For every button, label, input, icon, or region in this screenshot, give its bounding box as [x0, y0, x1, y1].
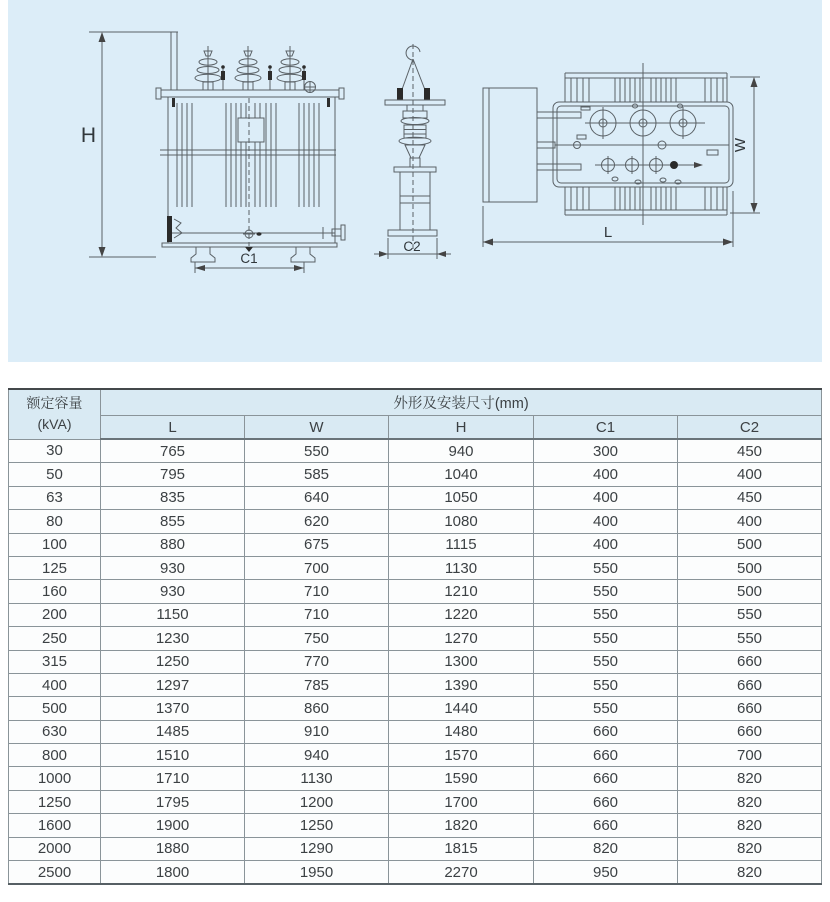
table-cell: 1820 [389, 814, 534, 837]
table-cell: 855 [101, 510, 245, 533]
table-cell: 675 [245, 533, 389, 556]
table-row [9, 673, 822, 696]
table-row [9, 767, 822, 790]
radiator-block [483, 88, 537, 202]
table-cell: 660 [534, 720, 678, 743]
l-dimension-label: L [603, 224, 613, 241]
front-view-drawing [89, 32, 345, 273]
table-cell: 100 [9, 533, 101, 556]
col-header-c2: C2 [678, 416, 822, 440]
top-view-drawing [483, 63, 760, 247]
table-cell: 400 [678, 463, 822, 486]
table-row [9, 814, 822, 837]
table-cell: 400 [534, 533, 678, 556]
table-cell: 1950 [245, 861, 389, 885]
table-cell: 1150 [101, 603, 245, 626]
lv-terminal-rods [221, 65, 306, 90]
table-cell: 1370 [101, 697, 245, 720]
table-cell: 930 [101, 556, 245, 579]
table-cell: 1290 [245, 837, 389, 860]
table-cell: 2270 [389, 861, 534, 885]
table-cell: 300 [534, 439, 678, 463]
table-cell: 880 [101, 533, 245, 556]
table-cell: 940 [389, 439, 534, 463]
c2-dimension-label: C2 [403, 239, 421, 254]
table-cell: 1880 [101, 837, 245, 860]
table-cell: 1600 [9, 814, 101, 837]
table-row [9, 627, 822, 650]
table-cell: 1250 [101, 650, 245, 673]
top-fin-band [565, 73, 727, 102]
table-cell: 1297 [101, 673, 245, 696]
col-header-w: W [245, 416, 389, 440]
table-cell: 2000 [9, 837, 101, 860]
table-row [9, 650, 822, 673]
table-cell: 1080 [389, 510, 534, 533]
table-cell: 910 [245, 720, 389, 743]
table-cell: 630 [9, 720, 101, 743]
table-cell: 550 [678, 627, 822, 650]
table-cell: 660 [678, 673, 822, 696]
table-cell: 585 [245, 463, 389, 486]
bottom-fin-band [565, 187, 727, 215]
table-cell: 550 [534, 627, 678, 650]
table-cell: 750 [245, 627, 389, 650]
table-cell: 500 [678, 556, 822, 579]
table-row [9, 861, 822, 885]
table-row [9, 790, 822, 813]
table-cell: 795 [101, 463, 245, 486]
table-cell: 500 [678, 580, 822, 603]
table-cell: 820 [678, 767, 822, 790]
table-cell: 400 [534, 486, 678, 509]
table-cell: 820 [678, 814, 822, 837]
table-cell: 250 [9, 627, 101, 650]
transformer-drawings-panel [8, 0, 822, 362]
table-cell: 1115 [389, 533, 534, 556]
col-header-c1: C1 [534, 416, 678, 440]
table-cell: 700 [678, 744, 822, 767]
table-cell: 1270 [389, 627, 534, 650]
table-cell: 450 [678, 439, 822, 463]
table-cell: 820 [534, 837, 678, 860]
table-cell: 940 [245, 744, 389, 767]
table-row [9, 744, 822, 767]
table-cell: 500 [9, 697, 101, 720]
table-cell: 1570 [389, 744, 534, 767]
table-cell: 500 [678, 533, 822, 556]
table-cell: 820 [678, 790, 822, 813]
table-row [9, 510, 822, 533]
table-cell: 1510 [101, 744, 245, 767]
table-cell: 1230 [101, 627, 245, 650]
col-header-l: L [101, 416, 245, 440]
table-cell: 160 [9, 580, 101, 603]
table-cell: 835 [101, 486, 245, 509]
table-cell: 1000 [9, 767, 101, 790]
hv-bushings-top [585, 107, 705, 139]
table-cell: 550 [534, 603, 678, 626]
table-cell: 660 [678, 697, 822, 720]
h-dimension-label: H [80, 124, 96, 147]
table-cell: 660 [678, 650, 822, 673]
table-cell: 950 [534, 861, 678, 885]
table-cell: 1590 [389, 767, 534, 790]
col-header-dimensions-title: 外形及安装尺寸(mm) [101, 389, 822, 416]
table-row [9, 486, 822, 509]
table-cell: 550 [534, 697, 678, 720]
table-row [9, 603, 822, 626]
table-row [9, 720, 822, 743]
table-cell: 620 [245, 510, 389, 533]
table-cell: 550 [678, 603, 822, 626]
table-cell: 125 [9, 556, 101, 579]
drain-valve-icon [167, 216, 172, 242]
table-cell: 1700 [389, 790, 534, 813]
table-cell: 770 [245, 650, 389, 673]
dimension-table-header [9, 389, 822, 439]
table-cell: 1300 [389, 650, 534, 673]
table-cell: 660 [534, 790, 678, 813]
table-cell: 820 [678, 837, 822, 860]
col-header-rated-capacity [9, 389, 101, 439]
table-cell: 1485 [101, 720, 245, 743]
table-cell: 550 [534, 556, 678, 579]
dimension-table-body [9, 439, 822, 884]
table-cell: 1220 [389, 603, 534, 626]
lifting-lug-icon [305, 82, 316, 93]
rated-capacity-unit: (kVA) [37, 416, 72, 433]
table-row [9, 439, 822, 463]
table-cell: 660 [534, 814, 678, 837]
table-cell: 1050 [389, 486, 534, 509]
table-cell: 400 [534, 510, 678, 533]
table-cell: 640 [245, 486, 389, 509]
bushing-stack [399, 105, 431, 167]
table-cell: 660 [534, 767, 678, 790]
table-cell: 1815 [389, 837, 534, 860]
table-cell: 200 [9, 603, 101, 626]
table-cell: 765 [101, 439, 245, 463]
table-cell: 50 [9, 463, 101, 486]
table-cell: 1210 [389, 580, 534, 603]
table-cell: 930 [101, 580, 245, 603]
lv-bushings-top [595, 156, 703, 174]
transformer-outline-drawings [8, 0, 822, 362]
table-cell: 660 [534, 744, 678, 767]
dimension-table [8, 388, 822, 885]
right-skid-foot [291, 247, 315, 262]
table-cell: 1130 [245, 767, 389, 790]
table-cell: 550 [534, 580, 678, 603]
table-cell: 400 [678, 510, 822, 533]
table-cell: 2500 [9, 861, 101, 885]
table-cell: 550 [534, 650, 678, 673]
col-header-h: H [389, 416, 534, 440]
table-cell: 1390 [389, 673, 534, 696]
table-cell: 1040 [389, 463, 534, 486]
left-skid-foot [191, 247, 215, 262]
w-dimension-label: W [732, 137, 749, 153]
table-row [9, 697, 822, 720]
table-row [9, 556, 822, 579]
table-cell: 550 [245, 439, 389, 463]
table-cell: 1900 [101, 814, 245, 837]
table-cell: 710 [245, 603, 389, 626]
table-cell: 63 [9, 486, 101, 509]
c1-dimension-label: C1 [240, 251, 258, 266]
table-cell: 860 [245, 697, 389, 720]
table-cell: 700 [245, 556, 389, 579]
table-cell: 785 [245, 673, 389, 696]
table-cell: 30 [9, 439, 101, 463]
table-cell: 660 [678, 720, 822, 743]
table-cell: 1795 [101, 790, 245, 813]
rated-capacity-label: 额定容量 [26, 394, 83, 411]
table-cell: 400 [534, 463, 678, 486]
table-cell: 450 [678, 486, 822, 509]
table-cell: 1440 [389, 697, 534, 720]
table-cell: 800 [9, 744, 101, 767]
table-row [9, 463, 822, 486]
table-cell: 820 [678, 861, 822, 885]
table-cell: 1480 [389, 720, 534, 743]
table-cell: 1200 [245, 790, 389, 813]
table-row [9, 837, 822, 860]
table-cell: 1130 [389, 556, 534, 579]
table-cell: 710 [245, 580, 389, 603]
hv-bushing-icons [195, 46, 303, 90]
table-cell: 80 [9, 510, 101, 533]
table-row [9, 533, 822, 556]
table-row [9, 580, 822, 603]
table-cell: 550 [534, 673, 678, 696]
table-cell: 1250 [9, 790, 101, 813]
table-cell: 1710 [101, 767, 245, 790]
table-cell: 400 [9, 673, 101, 696]
table-cell: 1250 [245, 814, 389, 837]
table-cell: 1800 [101, 861, 245, 885]
table-cell: 315 [9, 650, 101, 673]
h-dimension [89, 32, 178, 257]
nameplate [238, 118, 264, 142]
side-view-drawing [374, 44, 451, 259]
